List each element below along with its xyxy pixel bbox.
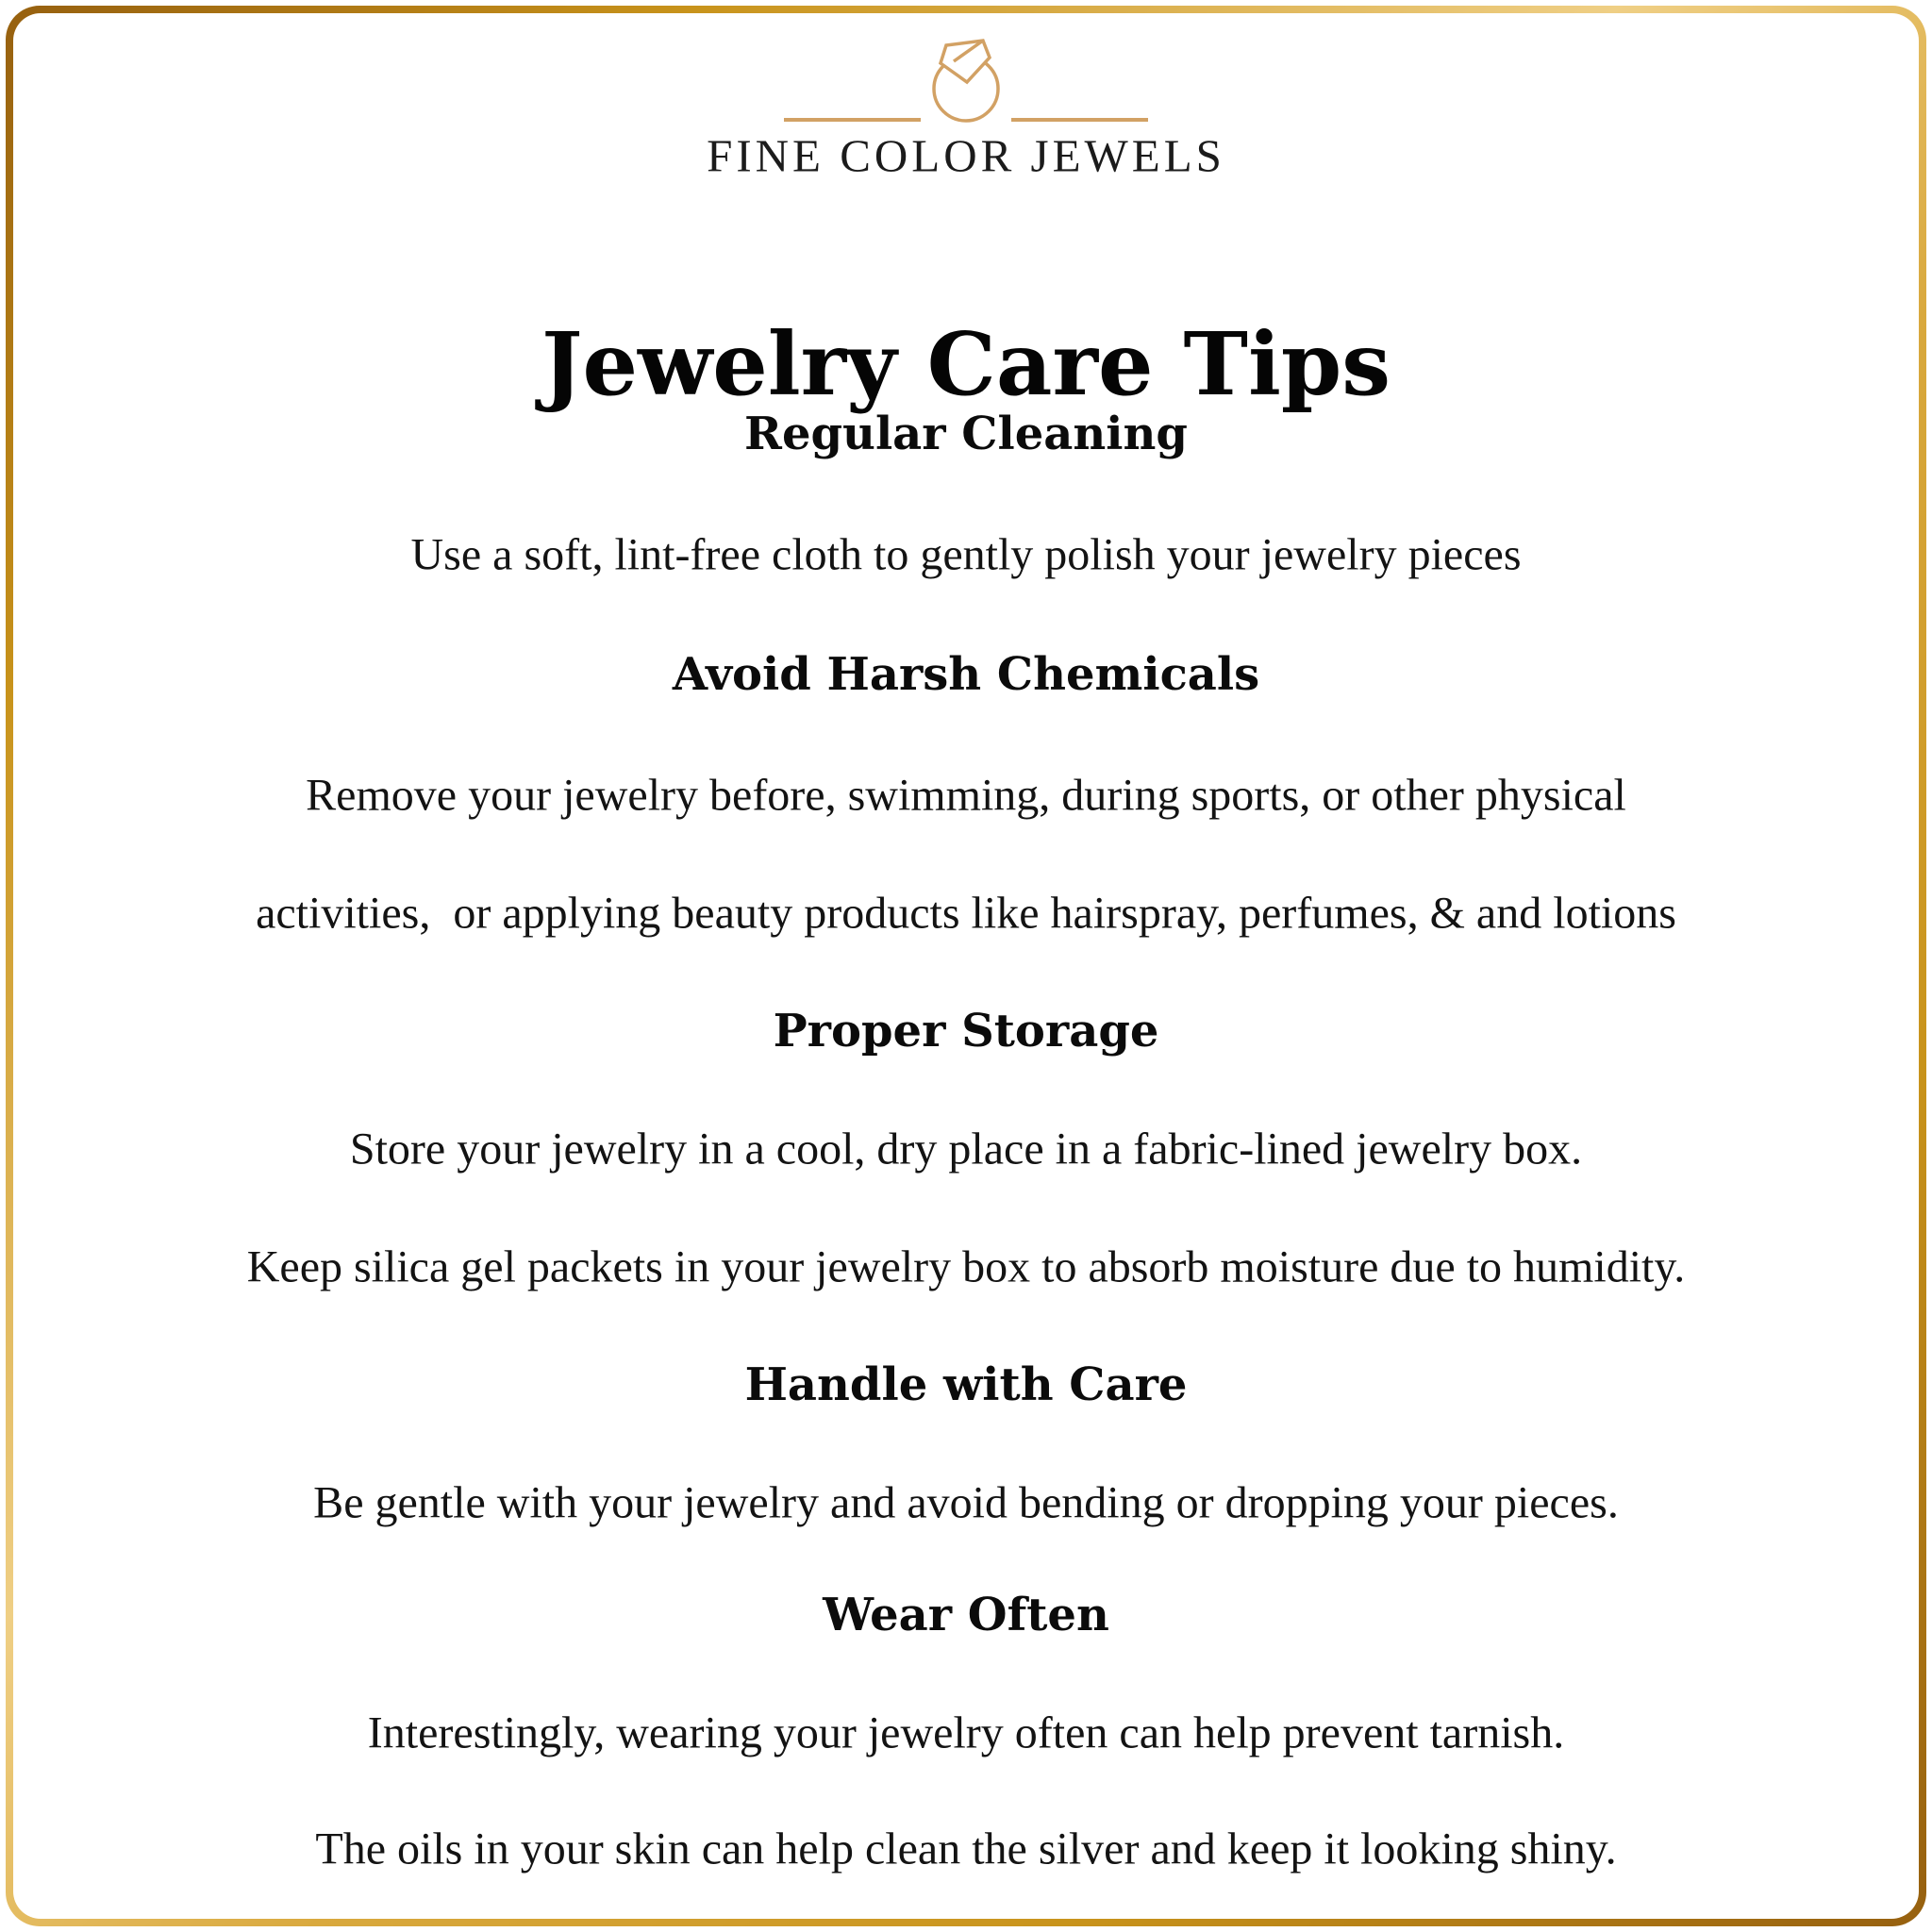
section-body-line: Store your jewelry in a cool, dry place in a fabric-lined jewelry box. bbox=[349, 1124, 1583, 1174]
section-heading-handle-with-care: Handle with Care bbox=[744, 1358, 1188, 1411]
section-heading-wear-often: Wear Often bbox=[823, 1589, 1109, 1641]
section-body-line: activities, or applying beauty products like hairspray, perfumes, & and lotions bbox=[256, 888, 1676, 939]
page-title: Jewelry Care Tips bbox=[541, 312, 1391, 415]
section-body-line: Interestingly, wearing your jewelry often can help prevent tarnish. bbox=[367, 1707, 1565, 1758]
section-heading-proper-storage: Proper Storage bbox=[773, 1005, 1159, 1058]
section-heading-regular-cleaning: Regular Cleaning bbox=[744, 408, 1188, 460]
section-body-line: Use a soft, lint-free cloth to gently polish your jewelry pieces bbox=[410, 529, 1522, 580]
section-body-line: Remove your jewelry before, swimming, during sports, or other physical bbox=[306, 770, 1626, 821]
section-body-line: Keep silica gel packets in your jewelry box to absorb moisture due to humidity. bbox=[246, 1241, 1686, 1292]
diamond-ring-icon bbox=[895, 28, 1037, 132]
section-body-line: Be gentle with your jewelry and avoid bending or dropping your pieces. bbox=[313, 1477, 1619, 1528]
logo-divider-left bbox=[784, 118, 921, 122]
logo-divider-right bbox=[1011, 118, 1148, 122]
section-heading-avoid-harsh-chemicals: Avoid Harsh Chemicals bbox=[672, 648, 1260, 701]
section-body-line: The oils in your skin can help clean the silver and keep it looking shiny. bbox=[315, 1824, 1617, 1874]
brand-wordmark: FINE COLOR JEWELS bbox=[707, 129, 1225, 182]
